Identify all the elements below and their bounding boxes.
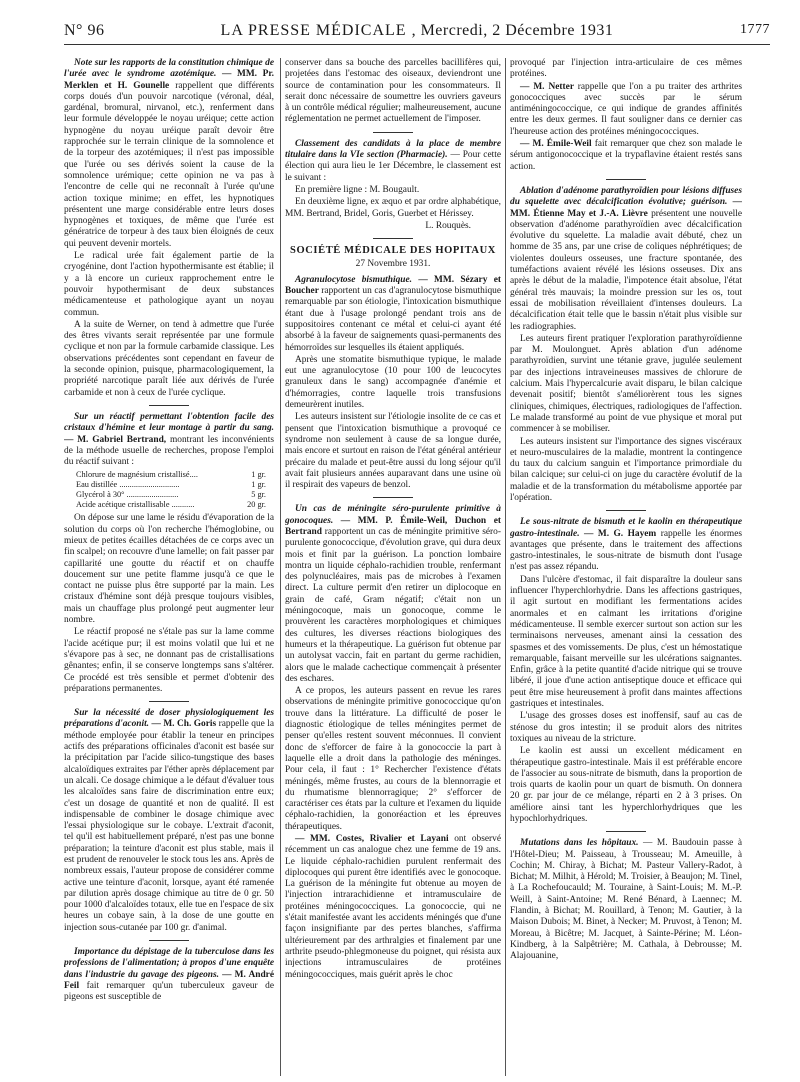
article-authors: — M. Émile-Weil — [520, 139, 595, 150]
paragraph: L'usage des grosses doses est inoffensif, sauf au cas de sténose du gros intestin; il se produit alors des nitrites toxiques au niveau de la stricture. — [510, 711, 742, 744]
article-agranulocytosis — [285, 275, 501, 354]
separator-rule — [149, 405, 189, 406]
separator-rule — [373, 132, 413, 133]
column-left — [64, 58, 274, 1076]
article-meningitis — [285, 504, 501, 685]
section-date: 27 Novembre 1931. — [355, 259, 431, 270]
discussion-netter — [510, 82, 742, 138]
article-text: fait remarquer que chez son malade le sérum antigonococcique et la trypaflavine étaient restés sans action. — [510, 139, 742, 172]
formula-row — [76, 480, 266, 490]
article-pharmacy-ranking — [285, 139, 501, 184]
issue-date: , Mercredi, 2 Décembre 1931 — [411, 22, 614, 39]
article-text: fait remarquer qu'un tuberculeux gaveur de pigeons est susceptible de — [64, 980, 274, 1003]
column-divider — [280, 58, 281, 1076]
article-hemin — [64, 412, 274, 468]
paragraph: Dans l'ulcère d'estomac, il fait disparaître la douleur sans influencer l'hyperchlorhydrie. Dans les affections gastriques, il agit surtout en modifiant les fermentations acides anormales et en calmant les irritations d'origine médicamenteuse. Il semble exercer surtout son action sur les terminaisons nerveuses, amenant ainsi la cessation des spasmes et des vomissements. De plus, c'est un hémostatique remarquable, faisant merveille sur les ulcérations saignantes. Enfin, grâce à la petite quantité d'acide nitrique qui se trouve libéré, il joue d'une action antiseptique douce et efficace qui peut être mise heureusement à profit dans maintes affections gastriques et intestinales. — [510, 574, 742, 710]
article-text: rapportent un cas d'agranulocytose bismuthique remarquable par son étiologie, l'intoxication bismuthique étant due à l'usage prolongé pendant trois ans de suppositoires contenant ce métal et celui-ci ayant été absorbé à la faveur de saignements quasi-permanents des hémorroïdes sur lesquelles ils étaient appliqués. — [285, 286, 501, 353]
article-authors: — MM. Sézary et Boucher — [285, 274, 501, 297]
header-rule — [64, 44, 770, 45]
article-title: Sur la nécessité de doser physiologiquement les préparations d'aconit. — [64, 708, 274, 730]
article-tuberculosis — [64, 947, 274, 1003]
formula-ingredient: Glycérol à 30° ......................... — [76, 490, 179, 500]
article-title: Mutations dans les hôpitaux. — [520, 838, 643, 849]
column-right — [510, 58, 742, 1076]
article-urea — [64, 58, 274, 250]
article-title: Ablation d'adénome parathyroïdien pour lésions diffuses du squelette avec décalcification évolutive; guérison. — [510, 185, 742, 208]
article-text: rapportent un cas de méningite primitive séro-purulente gonococcique, d'évolution grave, qui dura deux mois et finit par la guérison. La ponction lombaire montra un liquide céphalo-rachidien trouble, renfermant des polynucléaires, mais pas de microbes à l'examen direct. La culture permit d'en retirer un diplocoque en grain de café, Gram négatif; c'était non un méningocoque, mais un gonocoque, comme le prouvèrent les caractères morphologiques et chimiques des cultures, les diverses réactions biologiques des humeurs et la thérapeutique. La guérison fut obtenue par un autolysat vaccin, fait en partant du germe rachidien, alors que le malade cachectique commençait à présenter des eschares. — [285, 526, 501, 684]
article-text: — M. Baudouin passe à l'Hôtel-Dieu; M. Paisseau, à Trousseau; M. Ameuille, à Cochin; M. Chiray, à Bichat; M. Pasteur Vallery-Radot, à Bichat; M. Milhit, à Hérold; M. Troisier, à Beaujon; M. Tinel, à La Rochefoucauld; M. Touraine, à Saint-Louis; M. M.-P. Weill, à Saint-Antoine; M. René Bénard, à Laennec; M. Flandin, à Bichat; M. Rouillard, à Tenon; M. Gautier, à la Maison Dubois; M. Binet, à Necker; M. Pruvost, à Tenon; M. Moreau, à Bicêtre; M. Jacquet, à Sainte-Périne; M. Léon-Kindberg, à la Salpêtrière; M. Cathala, à Debrousse; M. Alajouanine, — [510, 838, 742, 962]
article-title: Importance du dépistage de la tuberculose dans les professions de l'alimentation; à propos d'une enquête dans l'industrie du gavage des pigeons. — [64, 947, 274, 980]
article-text: rappelle que la méthode employée pour établir la teneur en principes actifs des préparations officinales d'aconit est basée sur la précipitation par l'acide silico-tungstique des bases alcaloïdiques extraites par l'éther après déplacement par un alcali. Ce dosage chimique a le défaut d'évaluer tous les alcaloïdes sans faire de discrimination entre eux; c'est un dosage de quantité et non de qualité. Il est indispensable de combiner le dosage chimique avec l'essai physiologique sur le cobaye. L'extrait d'aconit, tel qu'il est habituellement préparé, n'est pas une bonne préparation; la teinture d'aconit est plus stable, mais il est prudent de renouveler le stock tous les ans. Après de nombreux essais, l'auteur propose de considérer comme active une teinture d'aconit, lorsque, ayant été ramenée par dilution après dosage chimique au titre de 0 gr. 50 pour 1000 d'alcaloïdes totaux, elle tue en l'espace de six heures un cobaye sain, à la dose de une goutte en injection sous-cutanée par 100 gr. d'animal. — [64, 719, 274, 933]
article-hospital-transfers — [510, 838, 742, 962]
paragraph: Les auteurs insistent sur l'importance des signes viscéraux et neuro-musculaires de la maladie, montrent la contingence du taux du calcium sanguin et l'importance primordiale du bilan calcique; sur celui-ci on juge du caractère évolutif de la maladie et de la transformation du métabolisme apportée par l'opération. — [510, 436, 742, 503]
paragraph: Le kaolin est aussi un excellent médicament en thérapeutique gastro-intestinale. Mais il est préférable encore de l'associer au sous-nitrate de bismuth, dans la proportion de trois quarts de kaolin pour un quart de bismuth. On donnera 20 gr. par jour de ce mélange, réparti en 2 à 3 prises. On améliore ainsi tant les hyperchlorhydriques que les hypochlorhydriques. — [510, 746, 742, 824]
paragraph: A ce propos, les auteurs passent en revue les rares observations de méningite primitive gonococcique qu'on trouve dans la littérature. La difficulté de poser le diagnostic étiologique de telles méningites permet de penser qu'elles restent souvent méconnues. Il convient donc de s'efforcer de faire à la gonococcie la part à laquelle elle a droit dans la pathologie des méninges. Pour cela, il faut : 1° Rechercher l'existence d'états méningés, même frustes, au cours de la blennorragie et du rhumatisme blennorragique; 2° s'efforcer de caractériser ces états par la culture et l'examen du liquide céphalo-rachidien, la gonoréaction et les épreuves thérapeutiques. — [285, 686, 501, 832]
separator-rule — [606, 831, 646, 832]
ranking-second-line: En deuxième ligne, ex æquo et par ordre alphabétique, MM. Bertrand, Bridel, Goris, Guerbet et Hérissey. — [285, 197, 501, 219]
article-authors: — MM. Étienne May et J.-A. Lièvre — [510, 197, 742, 219]
article-text: — Pour cette élection qui aura lieu le 1er Décembre, le classement est le suivant : — [285, 150, 501, 183]
separator-rule — [373, 238, 413, 239]
paragraph: provoqué par l'injection intra-articulaire de ces mêmes protéines. — [510, 58, 742, 80]
article-title: Note sur les rapports de la constitution chimique de l'urée avec le syndrome azotémique. — [64, 58, 274, 80]
formula-row — [76, 490, 266, 500]
formula-quantity: 1 gr. — [251, 480, 266, 490]
formula-ingredient: Acide acétique cristallisable ........... — [76, 500, 195, 510]
separator-rule — [606, 179, 646, 180]
paragraph: conserver dans sa bouche des parcelles bacillifères qui, projetées dans l'estomac des oiseaux, deviendront une source de contamination pour les consommateurs. Il serait donc nécessaire de soumettre les ouvriers gaveurs à un contrôle médical régulier; malheureusement, aucune réglementation ne permet actuellement de l'imposer. — [285, 58, 501, 125]
article-authors: — M. André Feil — [64, 969, 274, 991]
article-title: Sur un réactif permettant l'obtention facile des cristaux d'hémine et leur montage à partir du sang. — [64, 411, 274, 434]
paragraph: Le radical urée fait également partie de la cryogénine, dont l'action hypothermisante est établie; il y a là encore un curieux rapprochement entre le pouvoir hypothermisant de deux substances médicamenteuse et pathologique ayant un noyau commun. — [64, 251, 274, 318]
article-title: Classement des candidats à la place de membre titulaire dans la VIe section (Pharmacie). — [285, 138, 501, 161]
paragraph: Le réactif proposé ne s'étale pas sur la lame comme l'acide acétique pur; il est moins volatil que lui et ne s'évapore pas à sec, ne donnant pas de cristallisations gênantes; enfin, il se conserve longtemps sans s'altérer. Ce procédé est très sensible et permet d'obtenir des préparations permanentes. — [64, 627, 274, 694]
article-authors: — M. Gabriel Bertrand, — [64, 434, 170, 445]
article-text: rappelle que l'on a pu traiter des arthrites gonococciques avec succès par le sérum antiméningococcique, ce qui indique de grandes affinités entre les deux germes. Il faut souligner dans ce dernier cas l'heureuse action des protéines méningococciques. — [510, 81, 742, 137]
article-authors: — MM. P. Émile-Weil, Duchon et Bertrand — [285, 515, 501, 537]
column-middle — [285, 58, 501, 1076]
ranking-first-line: En première ligne : M. Bougault. — [295, 184, 420, 195]
article-authors: — M. Ch. Goris — [151, 719, 219, 730]
formula-quantity: 1 gr. — [251, 470, 266, 480]
article-authors: — M. G. Hayem — [584, 528, 661, 539]
paragraph: A la suite de Werner, on tend à admettre que l'urée des êtres vivants serait représentée par une formule cyclique et non par la formule carbamide classique. Les observations précédentes sont cependant en faveur de la seconde opinion, puisque, pharmacologiquement, la propriété narcotique paraît liée aux dérivés de l'urée carbamide et non à ceux de l'urée cyclique. — [64, 319, 274, 398]
discussion-emile-weil — [510, 139, 742, 173]
separator-rule — [149, 940, 189, 941]
journal-title-line — [64, 22, 770, 40]
paragraph: Après une stomatite bismuthique typique, le malade eut une agranulocytose (10 pour 100 de leucocytes granuleux dans le sang) accompagnée d'anémie et d'hémorragies, contre laquelle trois transfusions demeurèrent inutiles. — [285, 354, 501, 411]
formula-row — [76, 500, 266, 510]
formula-ingredient: Eau distillée ............................. — [76, 480, 180, 490]
column-divider — [505, 58, 506, 1076]
formula-quantity: 5 gr. — [251, 490, 266, 500]
article-discussion — [285, 834, 501, 981]
article-aconite — [64, 708, 274, 934]
article-text: rappellent que différents corps doués d'un pouvoir narcotique (véronal, déal, gardénal, bromural, nirvanol, etc.), renferment dans leur formule développée le noyau uréique; cette action hypnogène du noyau uréique paraît devoir être rapprochée sur le terrain clinique de la somnolence et de la torpeur des azotémiques; il n'est pas impossible que l'urée ou ses dérivés soient la cause de la somnolence urémique; cette opinion ne va pas à l'encontre de celle qui ne reconnaît à l'urée qu'une action toxique minime; en effet, les hypnotiques présentent une marge considérable entre leurs doses hypnogènes et toxiques, de même que l'urée est génératrice de torpeur à des taux bien éloignés de ceux qui peuvent devenir mortels. — [64, 80, 274, 249]
separator-rule — [606, 510, 646, 511]
paragraph: On dépose sur une lame le résidu d'évaporation de la solution du corps où l'on recherche l'hémoglobine, ou mieux de petites écailles détachées de ce corps avec un fin scalpel; on recouvre d'une lamelle; on fait passer par capillarité une goutte du réactif et on chauffe doucement sur une petite flamme jusqu'à ce que le contact ne puisse plus être supporté par la main. Les cristaux d'hémine sont déjà presque toujours visibles, mais un chauffage plus prolongé peut augmenter leur nombre. — [64, 513, 274, 626]
journal-name: LA PRESSE MÉDICALE — [220, 22, 412, 39]
article-authors: — M. Netter — [520, 81, 578, 92]
formula-ingredient: Chlorure de magnésium cristallisé.... — [76, 470, 198, 480]
article-authors: — MM. Pr. Merklen et H. Gounelle — [64, 69, 274, 91]
article-parathyroid — [510, 186, 742, 333]
reagent-formula-table — [76, 470, 266, 510]
paragraph: Les auteurs firent pratiquer l'exploration parathyroïdienne par M. Moulonguet. Après ablation d'un adénome parathyroïdien, survint une tétanie grave, jugulée seulement par des injections intraveineuses massives de chlorure de calcium. Mais l'hypercalcurie avait disparu, le bilan calcique devenait positif; bientôt s'améliorèrent tous les signes cliniques, chimiques, électriques, radiologiques de l'affection. Le malade transformé au point de vue physique et moral put commencer à se mobiliser. — [510, 333, 742, 435]
article-bismuth-kaolin — [510, 517, 742, 573]
article-title: Agranulocytose bismuthique. — [295, 274, 419, 285]
issue-number: N° 96 — [64, 22, 105, 39]
article-authors: — MM. Costes, Rivalier et Layani — [295, 834, 455, 844]
formula-quantity: 20 gr. — [247, 500, 266, 510]
article-text: montrant les inconvénients de la méthode usuelle de recherches, propose l'emploi du réactif suivant : — [64, 434, 274, 468]
section-heading: SOCIÉTÉ MÉDICALE DES HOPITAUX — [290, 245, 496, 257]
article-title: Un cas de méningite séro-purulente primitive à gonocoques. — [285, 504, 501, 526]
article-text: présentent une nouvelle observation d'adénome parathyroïdien avec décalcification évolutive du squelette. La maladie avait débuté, chez un homme de 35 ans, par une crise de coliques néphrétiques; de violentes douleurs osseuses, une fracture spontanée, des tuméfactions avaient révélé les lésions osseuses. Dix ans après le début de la maladie, l'impotence était absolue, l'état général très mauvais; la moindre pression sur les os, tout essai de mobilisation réveillaient d'intenses douleurs. La décalcification était telle que le bassin n'était plus visible sur les radiographies. — [510, 208, 742, 332]
separator-rule — [149, 701, 189, 702]
article-text: ont observé récemment un cas analogue chez une femme de 19 ans. Le liquide céphalo-rachidien purulent renfermait des diplocoques qui purent être identifiés avec le gonocoque. La guérison de la méningite fut obtenue au moyen de l'injection intrarachidienne et intramusculaire de protéines méningococciques. La gonococcie, qui ne s'était manifestée avant les accidents méningés que d'une façon insignifiante par des pertes blanches, s'affirma ultérieurement par des arthralgies et finalement par une arthrite pseudo-phlegmoneuse du poignet, qui résista aux injections intramusculaires de protéines méningococciques, mais guérit après le choc — [285, 834, 501, 980]
page-number: 1777 — [740, 22, 770, 37]
formula-row — [76, 470, 266, 480]
article-text: rappelle les énormes avantages que présente, dans le traitement des affections gastro-intestinales, le sous-nitrate de bismuth dont l'usage n'est pas assez répandu. — [510, 528, 742, 573]
signature: L. Rouquès. — [425, 220, 471, 231]
separator-rule — [373, 497, 413, 498]
page-header — [64, 22, 770, 44]
article-title: Le sous-nitrate de bismuth et le kaolin en thérapeutique gastro-intestinale. — [510, 517, 742, 539]
paragraph: Les auteurs insistent sur l'étiologie insolite de ce cas et pensent que l'intoxication bismuthique a provoqué ce syndrome non seulement à cause de sa longue durée, mais encore et surtout en raison de l'état général antérieur précaire du malade et peut-être aussi du long séjour qu'il avait fait plusieurs années auparavant dans une usine où il respirait des vapeurs de benzol. — [285, 412, 501, 491]
